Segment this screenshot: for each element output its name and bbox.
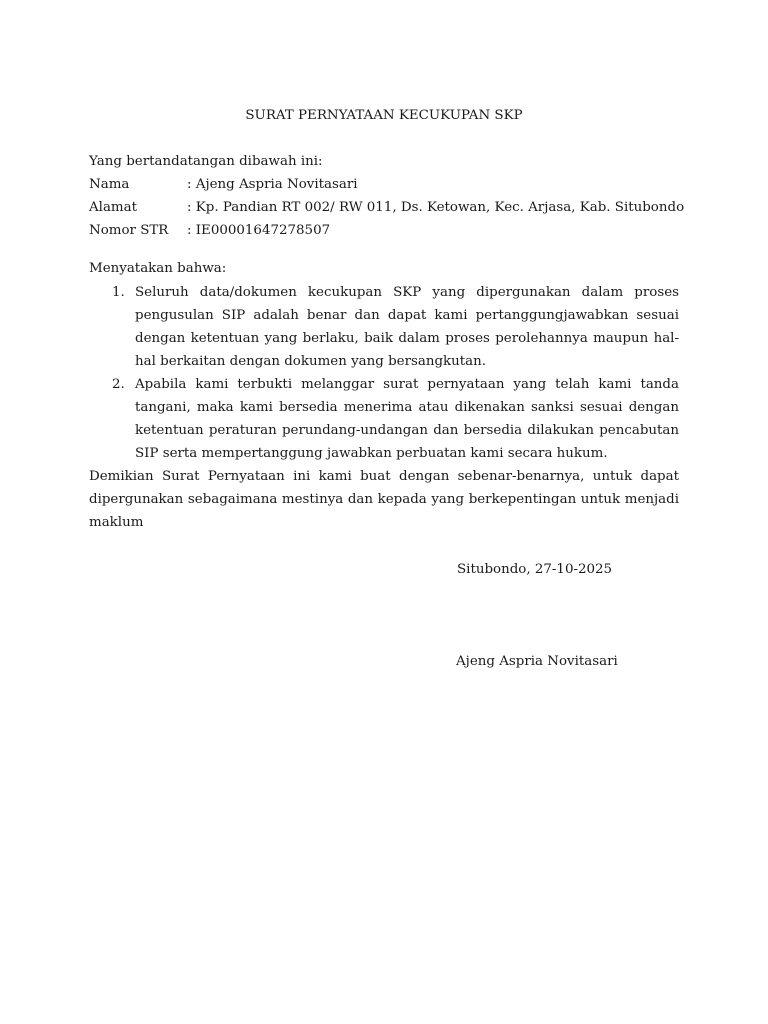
identity-row-address <box>89 196 684 219</box>
identity-value: : Kp. Pandian RT 002/ RW 011, Ds. Ketowan, Kec. Arjasa, Kab. Situbondo <box>187 200 685 215</box>
document-title: SURAT PERNYATAAN KECUKUPAN SKP <box>245 108 523 123</box>
statement-list <box>89 281 679 465</box>
identity-label: Alamat <box>89 200 137 215</box>
signer-name: Ajeng Aspria Novitasari <box>456 654 618 669</box>
list-item-number: 2. <box>112 377 125 392</box>
statement-intro: Menyatakan bahwa: <box>89 261 227 276</box>
identity-label: Nomor STR <box>89 223 169 238</box>
identity-table <box>89 173 684 242</box>
identity-label: Nama <box>89 177 130 192</box>
identity-value: : Ajeng Aspria Novitasari <box>187 177 358 192</box>
list-item-number: 1. <box>112 285 125 300</box>
place-date: Situbondo, 27-10-2025 <box>457 562 613 577</box>
identity-row-name <box>89 173 684 196</box>
identity-row-str-number <box>89 219 684 242</box>
identity-value: : IE00001647278507 <box>187 223 331 238</box>
list-item <box>89 281 679 373</box>
intro-text: Yang bertandatangan dibawah ini: <box>89 154 323 169</box>
list-item <box>89 373 679 465</box>
closing-paragraph: Demikian Surat Pernyataan ini kami buat dengan sebenar-benarnya, untuk dapat dipergunakan sebagaimana mestinya dan kepada yang berkepentingan untuk menjadi maklum <box>89 469 679 530</box>
list-item-text: Apabila kami terbukti melanggar surat pernyataan yang telah kami tanda tangani, maka kami bersedia menerima atau dikenakan sanksi sesuai dengan ketentuan peraturan perundang-undangan dan bersedia dilakukan pencabutan SIP serta mempertanggung jawabkan perbuatan kami secara hukum. <box>135 377 679 461</box>
list-item-text: Seluruh data/dokumen kecukupan SKP yang dipergunakan dalam proses pengusulan SIP adalah benar dan dapat kami pertanggungjawabkan sesuai dengan ketentuan yang berlaku, baik dalam proses perolehannya maupun hal-hal berkaitan dengan dokumen yang bersangkutan. <box>135 285 679 369</box>
